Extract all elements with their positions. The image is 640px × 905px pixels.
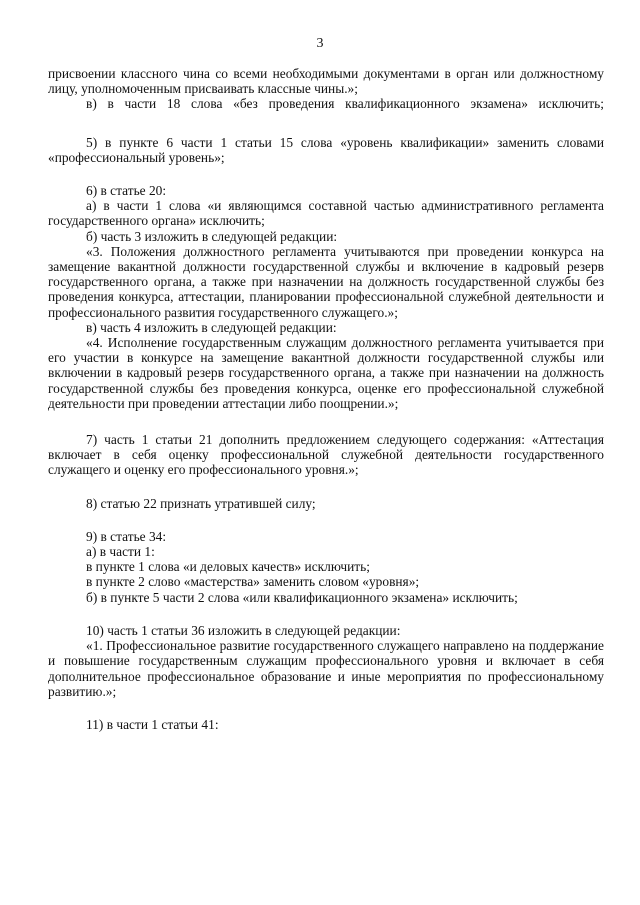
paragraph: 10) часть 1 статьи 36 изложить в следующей редакции: [86, 622, 401, 638]
page-number: 3 [316, 36, 324, 51]
paragraph: а) в части 1: [86, 544, 155, 560]
paragraph: б) в пункте 5 части 2 слова «или квалификационного экзамена» исключить; [86, 589, 518, 605]
paragraph: 8) статью 22 признать утратившей силу; [86, 495, 316, 511]
paragraph: в) в части 18 слова «без проведения квалификационного экзамена» исключить; [86, 96, 604, 112]
document-body [48, 66, 604, 732]
paragraph: «4. Исполнение государственным служащим должностного регламента учитывается при его участии в конкурсе на замещение вакантной должности государственной службы или включении в кадровый резерв государственного органа, а также при назначении на должность государственной службы без проведения конкурса, оценке его профессиональной служебной деятельности при проведении аттестации либо поощрении.»; [48, 335, 604, 411]
paragraph: 9) в статье 34: [86, 528, 167, 544]
paragraph: а) в части 1 слова «и являющимся составной частью административного регламента государственного органа» исключить; [48, 198, 604, 229]
paragraph: 5) в пункте 6 части 1 статьи 15 слова «уровень квалификации» заменить словами «профессиональный уровень»; [48, 134, 604, 165]
paragraph: 7) часть 1 статьи 21 дополнить предложением следующего содержания: «Аттестация включает в себя оценку профессиональной служебной деятельности государственного служащего и оценку его профессионального уровня.»; [48, 432, 604, 478]
paragraph: присвоении классного чина со всеми необходимыми документами в орган или должностному лицу, уполномоченным присваивать классные чины.»; [48, 66, 604, 97]
paragraph: 11) в части 1 статьи 41: [86, 716, 219, 732]
paragraph: «1. Профессиональное развитие государственного служащего направлено на поддержание и повышение государственным служащим профессионального уровня и включает в себя дополнительное профессиональное образование и иные мероприятия по профессиональному развитию.»; [48, 638, 604, 699]
paragraph: 6) в статье 20: [86, 183, 167, 199]
paragraph: «3. Положения должностного регламента учитываются при проведении конкурса на замещение вакантной должности государственной службы и включение в кадровый резерв государственного органа, а также при назначении на должность государственной службы без проведения конкурса, аттестации, планировании профессиональной служебной деятельности и профессионального развития государственного служащего.»; [48, 243, 604, 320]
paragraph: в пункте 1 слова «и деловых качеств» исключить; [86, 559, 370, 575]
paragraph: б) часть 3 изложить в следующей редакции: [86, 228, 338, 244]
paragraph: в) часть 4 изложить в следующей редакции: [86, 319, 337, 335]
paragraph: в пункте 2 слово «мастерства» заменить словом «уровня»; [86, 574, 420, 590]
